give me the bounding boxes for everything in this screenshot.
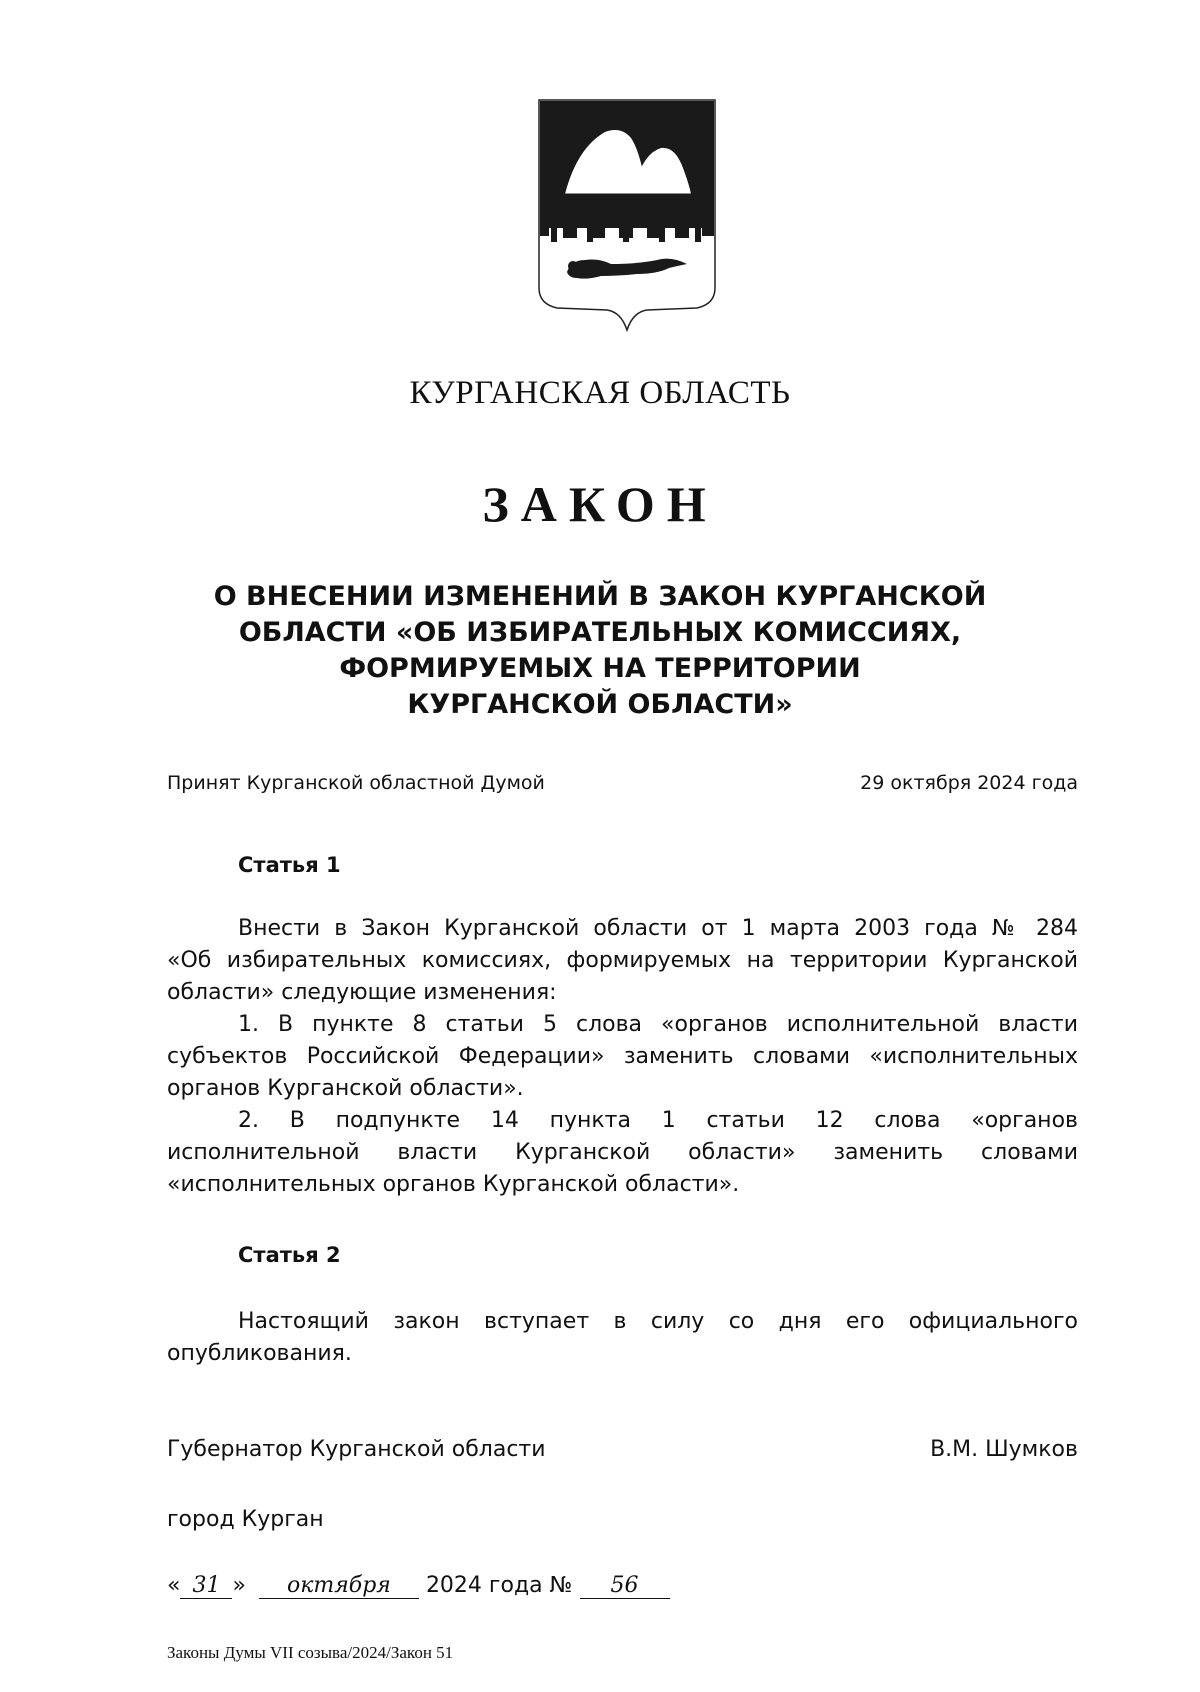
year-and-number-label: 2024 года № — [425, 1573, 573, 1598]
article-2-heading: Статья 2 — [238, 1243, 341, 1267]
handwritten-day: 31 — [180, 1573, 232, 1599]
article-1-line: органов Курганской области». — [167, 1076, 524, 1101]
signatory-name: В.М. Шумков — [930, 1437, 1078, 1462]
article-1-line: «Об избирательных комиссиях, формируемых на территории Курганской — [167, 948, 1078, 973]
signing-city: город Курган — [167, 1507, 324, 1532]
signatory-position: Губернатор Курганской области — [167, 1437, 546, 1462]
article-1-heading: Статья 1 — [238, 853, 341, 877]
article-1-line: исполнительной власти Курганской области» заменить словами — [167, 1140, 1078, 1165]
article-2-line: опубликования. — [167, 1341, 352, 1366]
law-title — [160, 579, 1040, 723]
article-1-line: Внести в Закон Курганской области от 1 марта 2003 года № 284 — [238, 916, 1078, 941]
adoption-date: 29 октября 2024 года — [860, 772, 1078, 794]
article-1-body — [167, 913, 1078, 1201]
signing-date-line — [167, 1573, 670, 1599]
article-2-body — [167, 1306, 1078, 1370]
article-2-line: Настоящий закон вступает в силу со дня его официального — [238, 1309, 1078, 1334]
article-1-line: субъектов Российской Федерации» заменить словами «исполнительных — [167, 1044, 1078, 1069]
handwritten-month: октября — [259, 1573, 419, 1599]
adopted-by: Принят Курганской областной Думой — [167, 772, 545, 794]
article-1-line: области» следующие изменения: — [167, 980, 557, 1005]
article-1-line: 2. В подпункте 14 пункта 1 статьи 12 слова «органов — [238, 1108, 1078, 1133]
footer-file-reference: Законы Думы VII созыва/2024/Закон 51 — [167, 1643, 454, 1662]
law-title-line: ФОРМИРУЕМЫХ НА ТЕРРИТОРИИ — [339, 653, 861, 684]
law-title-line: КУРГАНСКОЙ ОБЛАСТИ» — [407, 689, 793, 720]
article-1-line: «исполнительных органов Курганской области». — [167, 1172, 740, 1197]
region-name: КУРГАНСКАЯ ОБЛАСТЬ — [409, 375, 791, 411]
handwritten-law-number: 56 — [580, 1573, 670, 1599]
quote-open: « — [167, 1573, 181, 1598]
document-type: ЗАКОН — [482, 476, 718, 532]
quote-close: » — [232, 1573, 246, 1598]
law-title-line: ОБЛАСТИ «ОБ ИЗБИРАТЕЛЬНЫХ КОМИССИЯХ, — [238, 617, 962, 648]
coat-of-arms-emblem — [537, 98, 717, 332]
law-title-line: О ВНЕСЕНИИ ИЗМЕНЕНИЙ В ЗАКОН КУРГАНСКОЙ — [213, 581, 987, 612]
article-1-line: 1. В пункте 8 статьи 5 слова «органов исполнительной власти — [238, 1012, 1078, 1037]
